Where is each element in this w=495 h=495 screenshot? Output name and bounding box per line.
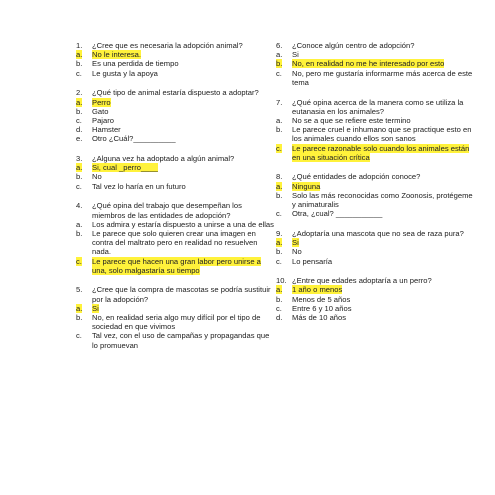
- question-text: ¿Cree que la compra de mascotas se podría sustituir por la adopción?: [92, 285, 271, 304]
- option-letter: b.: [76, 313, 83, 323]
- option-text: No le interesa.: [92, 50, 141, 60]
- question-number: 7.: [276, 97, 283, 107]
- option-text: Menos de 5 años: [292, 294, 351, 304]
- option-selected: [76, 163, 276, 172]
- option-letter: b.: [76, 59, 83, 69]
- option: [76, 220, 276, 229]
- option: [276, 50, 476, 59]
- option-text: Ninguna: [292, 181, 321, 191]
- question-block: [276, 98, 476, 162]
- option-letter: b.: [276, 125, 283, 135]
- option-selected: [76, 304, 276, 313]
- option-letter: c.: [276, 68, 282, 78]
- option-text: Es una perdida de tiempo: [92, 59, 179, 69]
- option: [76, 229, 276, 257]
- option-letter: b.: [276, 247, 283, 257]
- question-row: [76, 285, 276, 303]
- question-row: [76, 88, 276, 97]
- option-text: Lo pensaría: [292, 256, 333, 266]
- question-text: ¿Qué opina acerca de la manera como se utiliza la eutanasia en los animales?: [292, 97, 464, 116]
- option-text: No, en realidad no me he interesado por esto: [292, 59, 445, 69]
- option-text: Perro: [92, 97, 111, 107]
- option-text: Si, cual _perro____: [92, 163, 158, 173]
- question-number: 8.: [276, 172, 283, 182]
- left-column: [76, 41, 276, 360]
- option-letter: a.: [76, 219, 83, 229]
- option-letter: b.: [276, 190, 283, 200]
- option: [76, 182, 276, 191]
- question-number: 4.: [76, 201, 83, 211]
- option-letter: c.: [76, 115, 82, 125]
- question-row: [276, 172, 476, 181]
- question-text: ¿Cree que es necesaria la adopción animal?: [92, 41, 243, 50]
- question-block: [76, 88, 276, 143]
- question-block: [76, 154, 276, 191]
- option-text: Si: [292, 50, 299, 60]
- option: [76, 313, 276, 331]
- option-selected: [76, 50, 276, 59]
- option-text: Le parece razonable solo cuando los animales están en una situación crítica: [292, 143, 470, 162]
- option-letter: c.: [76, 181, 82, 191]
- option: [276, 125, 476, 143]
- question-number: 9.: [276, 228, 283, 238]
- question-number: 3.: [76, 154, 83, 164]
- question-text: ¿Entre que edades adoptaría a un perro?: [292, 276, 432, 286]
- option-text: Tal vez, con el uso de campañas y propagandas que lo promuevan: [92, 331, 270, 350]
- option-text: Tal vez lo haría en un futuro: [92, 181, 186, 191]
- option: [276, 295, 476, 304]
- option: [76, 134, 276, 143]
- question-block: [276, 229, 476, 266]
- option: [76, 172, 276, 181]
- question-block: [276, 41, 476, 87]
- option-text: Otra, ¿cual? ___________: [292, 209, 383, 219]
- option-letter: a.: [76, 303, 83, 313]
- question-text: ¿Qué tipo de animal estaría dispuesto a adoptar?: [92, 88, 259, 98]
- option: [276, 191, 476, 209]
- option-letter: d.: [276, 313, 283, 323]
- option-text: No, pero me gustaría informarme más acerca de este tema: [292, 68, 473, 87]
- option: [76, 69, 276, 78]
- option-letter: a.: [76, 163, 83, 173]
- question-number: 2.: [76, 88, 83, 98]
- option-text: Más de 10 años: [292, 313, 347, 323]
- option-text: Le parece que hacen una gran labor pero unirse a una, solo malgastaría su tiempo: [92, 256, 261, 275]
- option-letter: e.: [76, 134, 83, 144]
- option-letter: c.: [276, 209, 282, 219]
- option-text: Otro ¿Cuál?__________: [92, 134, 176, 144]
- option-selected: [276, 238, 476, 247]
- question-text: ¿Alguna vez ha adoptado a algún animal?: [92, 154, 235, 164]
- option: [276, 209, 476, 218]
- option-text: Le parece cruel e inhumano que se practique esto en los animales cuando ellos son sanos: [292, 125, 472, 144]
- option-selected: [276, 144, 476, 162]
- option-letter: a.: [76, 97, 83, 107]
- option-text: Pajaro: [92, 115, 114, 125]
- question-block: [276, 276, 476, 322]
- option-selected: [276, 182, 476, 191]
- question-row: [276, 98, 476, 116]
- question-text: ¿Conoce algún centro de adopción?: [292, 41, 415, 50]
- question-block: [276, 172, 476, 218]
- option: [276, 304, 476, 313]
- option-text: Solo las más reconocidas como Zoonosis, protégeme y animaturalis: [292, 190, 473, 210]
- question-row: [76, 41, 276, 50]
- question-text: ¿Qué opina del trabajo que desempeñan los miembros de las entidades de adopción?: [92, 201, 242, 220]
- option-letter: b.: [76, 106, 83, 116]
- option: [76, 107, 276, 116]
- question-block: [76, 41, 276, 78]
- option-letter: c.: [76, 256, 82, 266]
- question-number: 6.: [276, 41, 283, 50]
- option-text: Hamster: [92, 125, 121, 135]
- option-text: No se a que se refiere este termino: [292, 115, 411, 125]
- option-letter: c.: [276, 143, 282, 153]
- option-text: Le parece que solo quieren crear una imagen en contra del maltrato pero en realidad no resuelven nada.: [92, 228, 258, 257]
- right-column: [276, 41, 476, 333]
- question-text: ¿Adoptaría una mascota que no sea de raza pura?: [292, 228, 464, 238]
- option-letter: a.: [276, 181, 283, 191]
- option-letter: c.: [276, 256, 282, 266]
- option-text: No: [92, 172, 102, 182]
- option: [276, 257, 476, 266]
- option-letter: a.: [76, 50, 83, 60]
- option-letter: b.: [276, 59, 283, 69]
- option-letter: a.: [276, 238, 283, 248]
- option-letter: d.: [76, 125, 83, 135]
- option-text: Si: [292, 238, 299, 248]
- question-row: [76, 154, 276, 163]
- option-text: Le gusta y la apoya: [92, 68, 158, 78]
- option: [76, 331, 276, 349]
- question-block: [76, 201, 276, 275]
- question-number: 10.: [276, 276, 287, 286]
- question-text: ¿Qué entidades de adopción conoce?: [292, 172, 421, 182]
- option: [276, 313, 476, 322]
- question-number: 1.: [76, 41, 83, 50]
- option-letter: c.: [276, 303, 282, 313]
- option: [76, 116, 276, 125]
- question-row: [276, 41, 476, 50]
- option-text: Entre 6 y 10 años: [292, 303, 352, 313]
- option-selected: [276, 59, 476, 68]
- question-number: 5.: [76, 285, 83, 295]
- question-row: [76, 201, 276, 219]
- option-text: 1 año o menos: [292, 285, 343, 295]
- option-letter: b.: [76, 228, 83, 238]
- option-selected: [276, 285, 476, 294]
- option-selected: [76, 98, 276, 107]
- option: [276, 116, 476, 125]
- option: [76, 59, 276, 68]
- option-text: No: [292, 247, 302, 257]
- option-text: Gato: [92, 106, 109, 116]
- option-letter: b.: [76, 172, 83, 182]
- option-letter: a.: [276, 285, 283, 295]
- option-text: Los admira y estaría dispuesto a unirse a una de ellas: [92, 219, 274, 229]
- option-text: Si: [92, 303, 99, 313]
- option-letter: c.: [76, 68, 82, 78]
- option-text: No, en realidad seria algo muy difícil por el tipo de sociedad en que vivimos: [92, 313, 261, 332]
- question-block: [76, 285, 276, 349]
- option-letter: a.: [276, 50, 283, 60]
- option-letter: c.: [76, 331, 82, 341]
- option-letter: b.: [276, 294, 283, 304]
- option: [76, 125, 276, 134]
- option: [276, 69, 476, 87]
- option-letter: a.: [276, 115, 283, 125]
- question-row: [276, 276, 476, 285]
- option-selected: [76, 257, 276, 275]
- option: [276, 247, 476, 256]
- question-row: [276, 229, 476, 238]
